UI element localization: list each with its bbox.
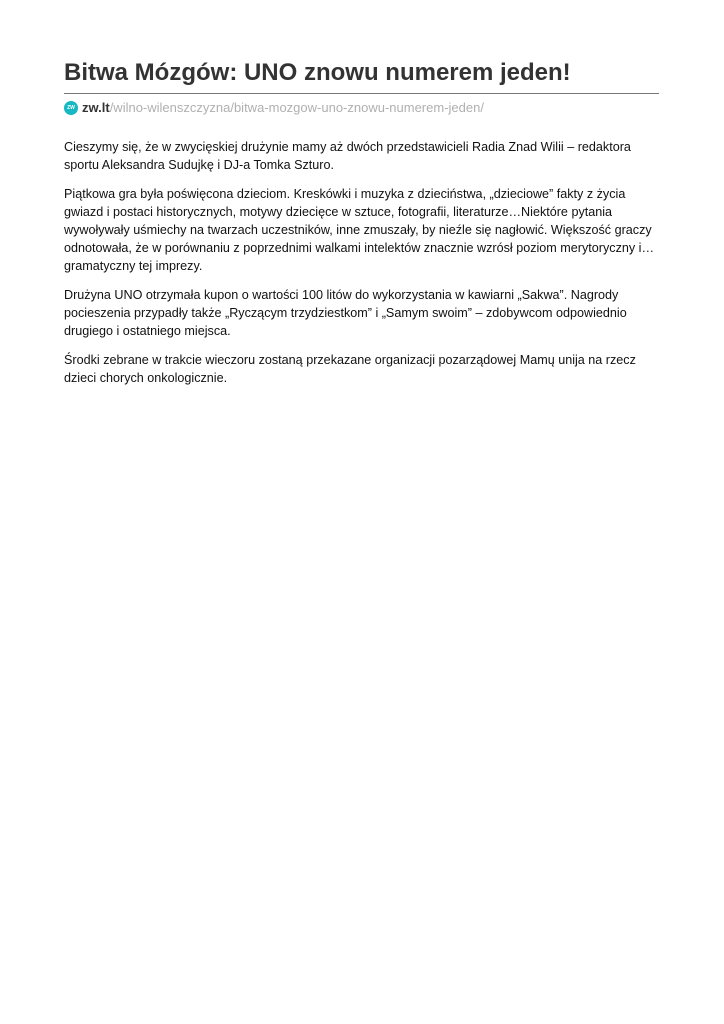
title-divider [64, 93, 659, 94]
zw-logo-icon: ZW [64, 101, 78, 115]
source-path[interactable]: /wilno-wilenszczyzna/bitwa-mozgow-uno-znowu-numerem-jeden/ [109, 100, 484, 115]
article-paragraph: Środki zebrane w trakcie wieczoru zostaną przekazane organizacji pozarządowej Mamų unija na rzecz dzieci chorych onkologicznie. [64, 353, 636, 385]
source-line [64, 100, 660, 116]
source-domain[interactable]: zw.lt [82, 100, 110, 115]
article-body [64, 138, 660, 387]
article-paragraph: Piątkowa gra była poświęcona dzieciom. Kreskówki i muzyka z dzieciństwa, „dzieciowe” fakty z życia gwiazd i postaci historycznych, motywy dziecięce w sztuce, fotografii, literaturze…Niektóre pytania wywoływały uśmiechy na twarzach uczestników, inne zmuszały, by nieźle się nagłowić. Większość graczy odnotowała, że w porównaniu z poprzednimi walkami intelektów znacznie wzrósł poziom merytoryczny i…gramatyczny tej imprezy. [64, 187, 655, 273]
page-title: Bitwa Mózgów: UNO znowu numerem jeden! [64, 59, 571, 86]
article-paragraph: Drużyna UNO otrzymała kupon o wartości 100 litów do wykorzystania w kawiarni „Sakwa”. Nagrody pocieszenia przypadły także „Ryczącym trzydziestkom” i „Samym swoim” – zdobywcom odpowiednio drugiego i ostatniego miejsca. [64, 288, 627, 338]
article-page [64, 56, 660, 398]
article-paragraph: Cieszymy się, że w zwycięskiej drużynie mamy aż dwóch przedstawicieli Radia Znad Wilii – redaktora sportu Aleksandra Sudujkę i DJ-a Tomka Szturo. [64, 140, 631, 172]
